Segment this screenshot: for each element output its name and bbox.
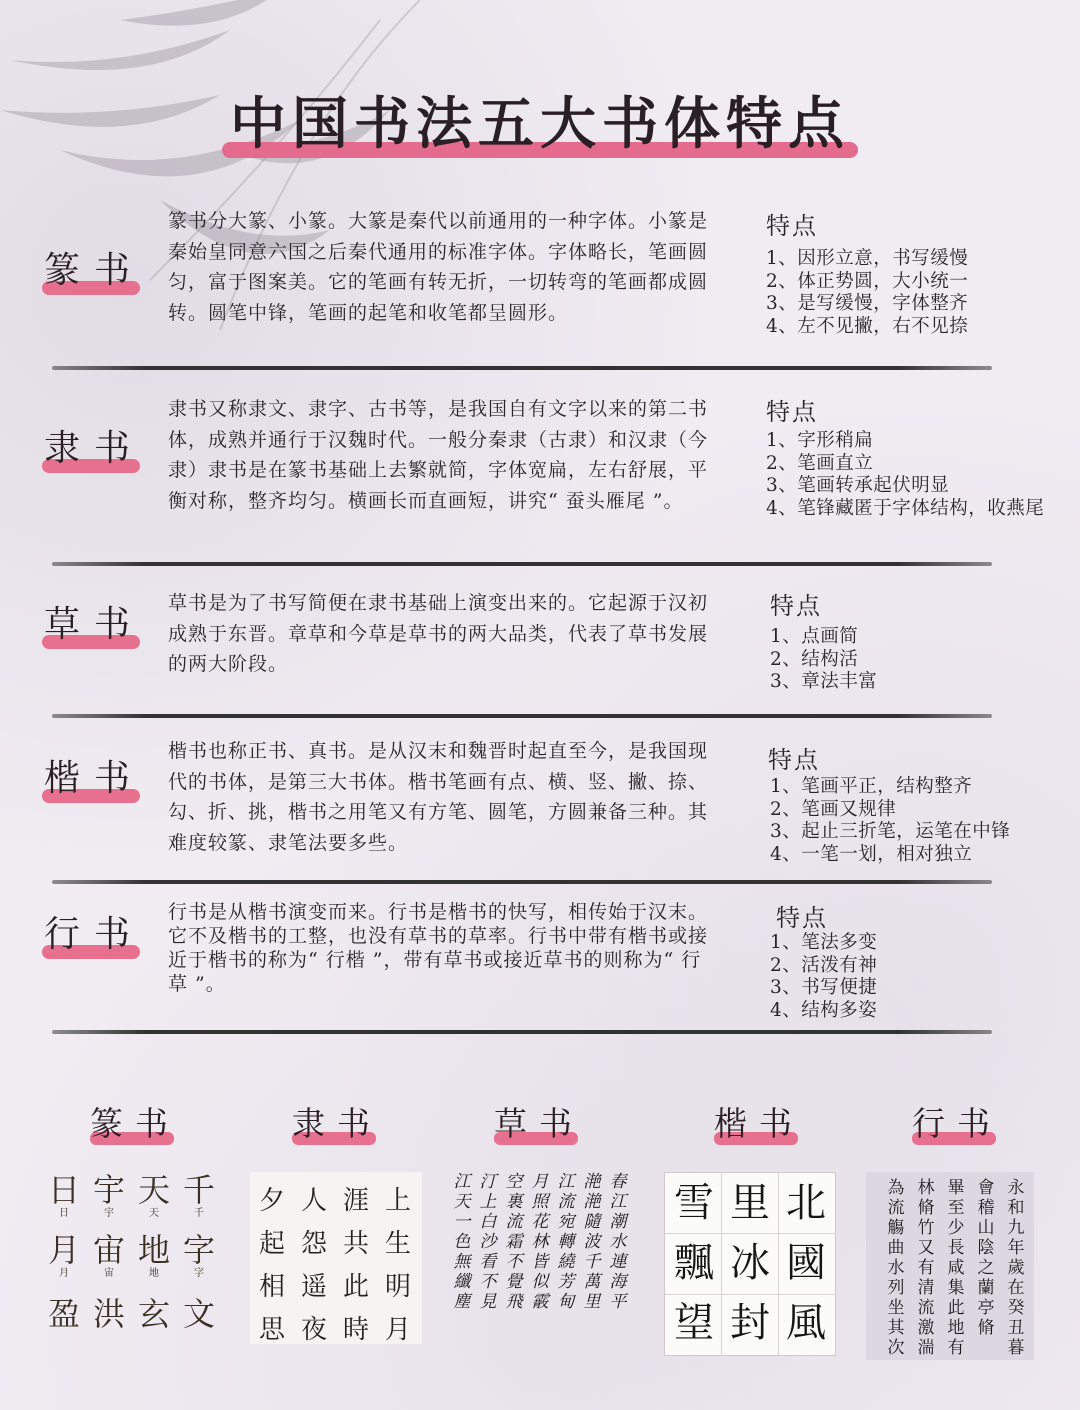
- section-name: 草书: [44, 596, 144, 647]
- section-description: 行书是从楷书演变而来。行书是楷书的快写，相传始于汉末。它不及楷书的工整，也没有草书的草率。行书中带有楷书或接近于楷书的称为“ 行楷 ”，带有草书或接近草书的则称为“ 行草 ”。: [168, 901, 709, 995]
- xingshu-column: 林脩竹又有清流激湍: [917, 1178, 935, 1358]
- lishu-column: 人怨遥夜: [300, 1186, 327, 1345]
- features-heading: 特点: [770, 592, 822, 620]
- feature-item: 3、章法丰富: [770, 671, 878, 692]
- caoshu-column: 月照花林皆似霰: [531, 1172, 549, 1312]
- feature-item: 2、活泼有神: [770, 954, 878, 976]
- section-divider: [52, 366, 992, 370]
- gallery-label-zhuanshu: 篆书: [90, 1098, 180, 1145]
- feature-item: 3、书写便捷: [770, 977, 878, 998]
- xingshu-sample: [866, 1172, 1034, 1360]
- features-list: [770, 626, 877, 694]
- features-heading: 特点: [776, 904, 828, 932]
- features-heading: 特点: [766, 212, 818, 240]
- kaishu-column: 北國風: [786, 1180, 826, 1346]
- page-title: 中国书法五大书体特点: [222, 80, 858, 160]
- glyph-caption: 月: [59, 1268, 69, 1279]
- zhuanshu-sample: [42, 1172, 220, 1354]
- kaishu-sample: [664, 1172, 836, 1356]
- feature-item: 2、笔画又规律: [770, 798, 897, 820]
- lishu-sample: [250, 1172, 422, 1344]
- glyph-caption: 千: [194, 1208, 204, 1219]
- feature-item: 3、笔画转承起伏明显: [766, 475, 950, 496]
- feature-item: 4、结构多姿: [770, 999, 878, 1021]
- xingshu-column: 為流觴曲水列坐其次: [887, 1178, 905, 1358]
- feature-item: 4、左不见撇，右不见捺: [766, 315, 969, 337]
- section-description: 隶书又称隶文、隶字、古书等，是我国自有文字以来的第二书体，成熟并通行于汉魏时代。一般分秦隶（古隶）和汉隶（今隶）隶书是在篆书基础上去繁就简，字体宽扁，左右舒展，平衡对称，整齐均匀。横画长而直画短，讲究“ 蚕头雁尾 ”。: [168, 398, 709, 512]
- section-name: 隶书: [44, 420, 144, 471]
- seal-glyph: 字: [182, 1231, 215, 1269]
- feature-item: 2、体正势圆，大小统一: [766, 270, 969, 292]
- seal-glyph: 天: [137, 1171, 170, 1209]
- feature-item: 2、笔画直立: [766, 452, 874, 474]
- seal-glyph: 宇: [92, 1171, 125, 1209]
- glyph-caption: 宙: [104, 1268, 114, 1279]
- gallery-label-lishu: 隶书: [292, 1098, 382, 1145]
- glyph-caption: 地: [149, 1268, 159, 1279]
- glyph-caption: 天: [149, 1208, 159, 1219]
- glyph-caption: 字: [194, 1268, 204, 1279]
- section-divider: [52, 562, 992, 566]
- features-list: [766, 430, 1046, 520]
- section-divider: [52, 880, 992, 884]
- feature-item: 1、笔画平正，结构整齐: [770, 776, 973, 797]
- seal-glyph: 盈: [47, 1295, 80, 1333]
- seal-glyph: 文: [182, 1295, 215, 1333]
- xingshu-column: 永和九年歲在癸丑暮: [1007, 1178, 1025, 1358]
- section-description: 篆书分大篆、小篆。大篆是秦代以前通用的一种字体。小篆是秦始皇同意六国之后秦代通用的标准字体。字体略长，笔画圆匀，富于图案美。它的笔画有转无折，一切转弯的笔画都成圆转。圆笔中锋，笔画的起笔和收笔都呈圆形。: [168, 210, 709, 324]
- features-heading: 特点: [768, 746, 820, 774]
- section-divider: [52, 714, 992, 718]
- feature-item: 2、结构活: [770, 648, 859, 670]
- xingshu-column: 會稽山陰之蘭亭脩: [977, 1178, 995, 1338]
- seal-glyph: 宙: [92, 1231, 125, 1269]
- gallery-label-xingshu: 行书: [912, 1098, 1002, 1145]
- section-description: 楷书也称正书、真书。是从汉末和魏晋时起直至今，是我国现代的书体，是第三大书体。楷书笔画有点、横、竖、撇、捺、勾、折、挑，楷书之用笔又有方笔、圆笔，方圆兼备三种。其难度较篆、隶笔法要多些。: [168, 740, 709, 854]
- seal-glyph: 洪: [92, 1295, 125, 1333]
- seal-glyph: 月: [47, 1231, 80, 1269]
- kaishu-column: 里冰封: [730, 1180, 770, 1346]
- feature-item: 3、起止三折笔，运笔在中锋: [770, 821, 1011, 842]
- xingshu-column: 畢至少長咸集此地有: [947, 1178, 965, 1358]
- features-heading: 特点: [766, 398, 818, 426]
- section-description: 草书是为了书写简便在隶书基础上演变出来的。它起源于汉初成熟于东晋。章草和今草是草书的两大品类，代表了草书发展的两大阶段。: [168, 592, 709, 675]
- caoshu-sample: [452, 1172, 634, 1358]
- seal-glyph: 玄: [137, 1295, 170, 1333]
- feature-item: 1、笔法多变: [770, 932, 878, 953]
- lishu-column: 涯共此時: [342, 1186, 369, 1345]
- lishu-column: 夕起相思: [258, 1186, 285, 1345]
- glyph-caption: 日: [59, 1208, 69, 1219]
- caoshu-column: 滟滟隨波千萬里: [583, 1172, 601, 1312]
- caoshu-column: 江流宛轉繞芳甸: [557, 1172, 575, 1312]
- caoshu-column: 江天一色無纖塵: [453, 1172, 471, 1312]
- section-name: 篆书: [44, 242, 144, 293]
- features-list: [770, 932, 877, 1022]
- feature-item: 4、一笔一划，相对独立: [770, 843, 973, 865]
- features-list: [770, 776, 1010, 866]
- caoshu-column: 空裏流霜不覺飛: [505, 1172, 523, 1312]
- feature-item: 3、是写缓慢，字体整齐: [766, 293, 969, 314]
- gallery-label-kaishu: 楷书: [714, 1098, 804, 1145]
- section-name: 行书: [44, 906, 144, 957]
- caoshu-column: 春江潮水連海平: [609, 1172, 627, 1312]
- features-list: [766, 248, 968, 338]
- seal-glyph: 地: [137, 1231, 170, 1269]
- feature-item: 1、因形立意，书写缓慢: [766, 248, 969, 269]
- feature-item: 1、点画简: [770, 626, 859, 647]
- seal-glyph: 千: [182, 1171, 215, 1209]
- section-divider: [52, 1030, 992, 1034]
- gallery-label-caoshu: 草书: [494, 1098, 584, 1145]
- lishu-column: 上生明月: [384, 1186, 411, 1345]
- caoshu-column: 汀上白沙看不見: [479, 1172, 497, 1312]
- feature-item: 1、字形稍扁: [766, 430, 874, 451]
- seal-glyph: 日: [47, 1171, 80, 1209]
- kaishu-column: 雪飄望: [674, 1180, 714, 1346]
- glyph-caption: 宇: [104, 1208, 114, 1219]
- section-name: 楷书: [44, 750, 144, 801]
- feature-item: 4、笔锋藏匿于字体结构，收燕尾: [766, 497, 1045, 519]
